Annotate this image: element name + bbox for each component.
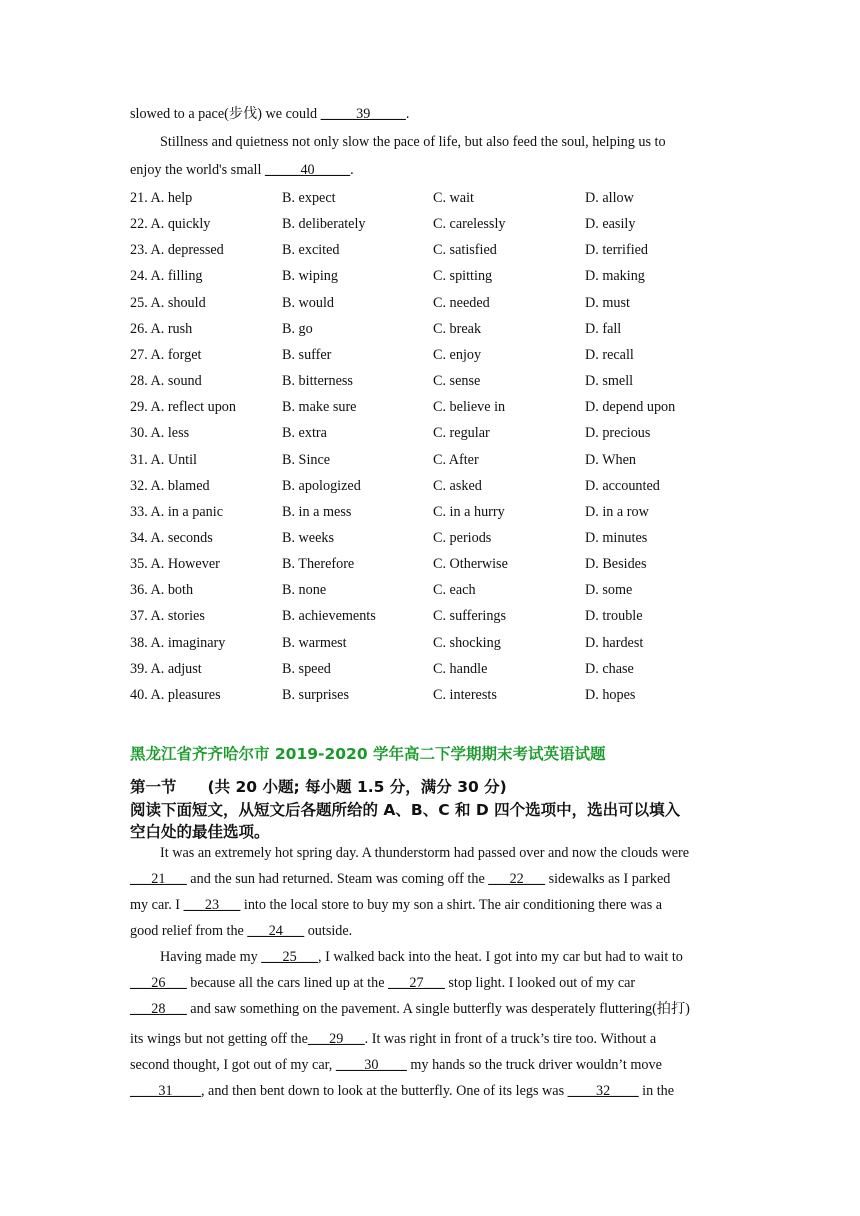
passage-line — [130, 104, 409, 124]
text-segment: into the local store to buy my son a shirt. The air conditioning there was a — [240, 897, 663, 913]
text-segment: its wings but not getting off the — [130, 1031, 308, 1047]
option-c: C. satisfied — [433, 242, 497, 259]
option-c: C. sufferings — [433, 608, 507, 625]
text-segment: sidewalks as I parked — [545, 871, 671, 887]
option-c: C. spitting — [433, 268, 493, 285]
option-b: B. excited — [282, 242, 340, 259]
passage-line — [130, 1055, 662, 1075]
text-segment: . — [350, 162, 354, 178]
option-c: C. enjoy — [433, 346, 482, 363]
option-a: 23. A. depressed — [130, 242, 224, 259]
option-c: C. wait — [433, 190, 474, 206]
option-c: C. sense — [433, 373, 481, 390]
option-b: B. surprises — [282, 686, 349, 703]
option-a: 35. A. However — [130, 556, 220, 573]
text-segment: in the — [638, 1083, 675, 1099]
option-a: 36. A. both — [130, 582, 194, 599]
option-a: 33. A. in a panic — [130, 503, 223, 520]
option-b: B. suffer — [282, 346, 332, 363]
option-c: C. After — [433, 451, 479, 468]
passage-line: Stillness and quietness not only slow the pace of life, but also feed the soul, helping us to — [160, 134, 666, 150]
option-c: C. asked — [433, 477, 482, 494]
passage-line — [130, 921, 352, 941]
option-c: C. shocking — [433, 634, 501, 651]
option-d: D. trouble — [585, 608, 643, 625]
text-segment: stop light. I looked out of my car — [444, 975, 636, 991]
text-segment: , and then bent down to look at the butterfly. One of its legs was — [200, 1083, 568, 1099]
text-segment: my hands so the truck driver wouldn’t move — [406, 1057, 662, 1073]
text-segment: . — [405, 106, 410, 122]
option-c: C. Otherwise — [433, 556, 508, 573]
text-segment: Having made my — [160, 949, 262, 965]
option-d: D. fall — [585, 320, 622, 337]
text-segment: because all the cars lined up at the — [186, 975, 389, 991]
text-segment: good relief from the — [130, 923, 248, 939]
option-a: 31. A. Until — [130, 451, 198, 468]
text-segment: . It was right in front of a truck’s tire too. Without a — [364, 1031, 657, 1047]
option-b: B. bitterness — [282, 373, 353, 390]
option-d: D. making — [585, 268, 645, 285]
answer-blank: ___29___ — [307, 1031, 365, 1047]
option-c: C. in a hurry — [433, 503, 505, 520]
option-b: B. speed — [282, 660, 331, 677]
option-b: B. in a mess — [282, 503, 352, 520]
option-c: C. carelessly — [433, 216, 506, 233]
option-a: 25. A. should — [130, 294, 206, 311]
option-d: D. must — [585, 294, 630, 311]
option-c: C. handle — [433, 660, 488, 677]
text-segment: , I walked back into the heat. I got into my car but had to wait to — [318, 949, 683, 965]
option-a: 21. A. help — [130, 190, 193, 206]
option-d: D. depend upon — [585, 399, 676, 416]
text-segment: my car. I — [130, 897, 184, 913]
text-segment: and the sun had returned. Steam was coming off the — [186, 871, 489, 887]
option-b: B. achievements — [282, 608, 376, 625]
option-b: B. Therefore — [282, 556, 355, 573]
text-segment: enjoy the world's small — [130, 162, 265, 178]
option-a: 34. A. seconds — [130, 529, 213, 546]
text-segment: outside. — [304, 923, 353, 939]
answer-blank: ___22___ — [488, 871, 546, 887]
text-segment: It was an extremely hot spring day. A thunderstorm had passed over and now the clouds were — [160, 845, 690, 861]
option-a: 26. A. rush — [130, 320, 193, 337]
option-b: B. weeks — [282, 529, 335, 546]
option-a: 38. A. imaginary — [130, 634, 226, 651]
option-a: 37. A. stories — [130, 608, 205, 625]
option-a: 30. A. less — [130, 425, 190, 442]
option-b: B. would — [282, 294, 335, 311]
section-heading: 第一节 (共 20 小题; 每小题 1.5 分，满分 30 分) — [130, 778, 507, 796]
option-d: D. accounted — [585, 477, 660, 494]
text-segment: and saw something on the pavement. A single butterfly was desperately fluttering(拍打) — [186, 1001, 690, 1017]
answer-blank: ___28___ — [130, 1001, 187, 1017]
option-d: D. allow — [585, 190, 634, 206]
passage-line — [130, 869, 670, 889]
answer-blank: ___21___ — [130, 871, 187, 887]
option-c: C. periods — [433, 529, 492, 546]
option-d: D. easily — [585, 216, 636, 233]
option-c: C. each — [433, 582, 476, 599]
option-b: B. warmest — [282, 634, 347, 651]
answer-blank: ___24___ — [247, 923, 305, 939]
option-d: D. smell — [585, 373, 634, 390]
option-c: C. regular — [433, 425, 490, 442]
answer-blank: ___26___ — [130, 975, 187, 991]
option-a: 39. A. adjust — [130, 660, 202, 677]
option-c: C. break — [433, 320, 482, 337]
option-a: 22. A. quickly — [130, 216, 211, 233]
option-a: 27. A. forget — [130, 346, 202, 363]
answer-blank: ____30____ — [335, 1057, 407, 1073]
option-b: B. go — [282, 320, 313, 337]
option-c: C. needed — [433, 294, 490, 311]
option-d: D. hopes — [585, 686, 636, 703]
option-a: 40. A. pleasures — [130, 686, 221, 703]
instructions-line: 空白处的最佳选项。 — [130, 823, 270, 841]
passage-line — [160, 843, 689, 863]
blank-40: _____40_____ — [264, 162, 351, 178]
option-b: B. make sure — [282, 399, 357, 416]
answer-blank: ___27___ — [388, 975, 445, 991]
option-a: 28. A. sound — [130, 373, 202, 390]
option-b: B. Since — [282, 451, 331, 468]
blank-39: _____39_____ — [320, 106, 406, 122]
option-d: D. hardest — [585, 634, 644, 651]
passage-line — [130, 1081, 674, 1101]
option-b: B. deliberately — [282, 216, 366, 233]
answer-blank: ___25___ — [261, 949, 319, 965]
text-segment: slowed to a pace(步伐) we could — [130, 106, 321, 122]
option-d: D. terrified — [585, 242, 649, 259]
option-d: D. recall — [585, 346, 634, 363]
option-b: B. wiping — [282, 268, 338, 285]
passage-line — [160, 947, 683, 967]
option-d: D. chase — [585, 660, 634, 677]
answer-blank: ____31____ — [130, 1083, 201, 1099]
option-d: D. in a row — [585, 503, 649, 520]
answer-blank: ____32____ — [567, 1083, 639, 1099]
option-b: B. extra — [282, 425, 327, 442]
section-title: 黑龙江省齐齐哈尔市 2019-2020 学年高二下学期期末考试英语试题 — [130, 745, 606, 763]
option-a: 29. A. reflect upon — [130, 399, 236, 416]
option-b: B. expect — [282, 190, 336, 206]
passage-line — [130, 999, 690, 1019]
passage-line — [130, 1029, 656, 1049]
option-d: D. some — [585, 582, 633, 599]
answer-blank: ___23___ — [183, 897, 241, 913]
option-d: D. When — [585, 451, 636, 468]
text-segment: second thought, I got out of my car, — [130, 1057, 336, 1073]
instructions-line: 阅读下面短文，从短文后各题所给的 A、B、C 和 D 四个选项中，选出可以填入 — [130, 801, 681, 819]
passage-line — [130, 895, 662, 915]
passage-line — [130, 973, 635, 993]
option-b: B. none — [282, 582, 327, 599]
option-c: C. interests — [433, 686, 497, 703]
option-b: B. apologized — [282, 477, 361, 494]
option-d: D. minutes — [585, 529, 648, 546]
option-c: C. believe in — [433, 399, 506, 416]
option-a: 32. A. blamed — [130, 477, 210, 494]
passage-line — [130, 160, 354, 180]
option-d: D. Besides — [585, 556, 647, 573]
option-a: 24. A. filling — [130, 268, 203, 285]
option-d: D. precious — [585, 425, 651, 442]
